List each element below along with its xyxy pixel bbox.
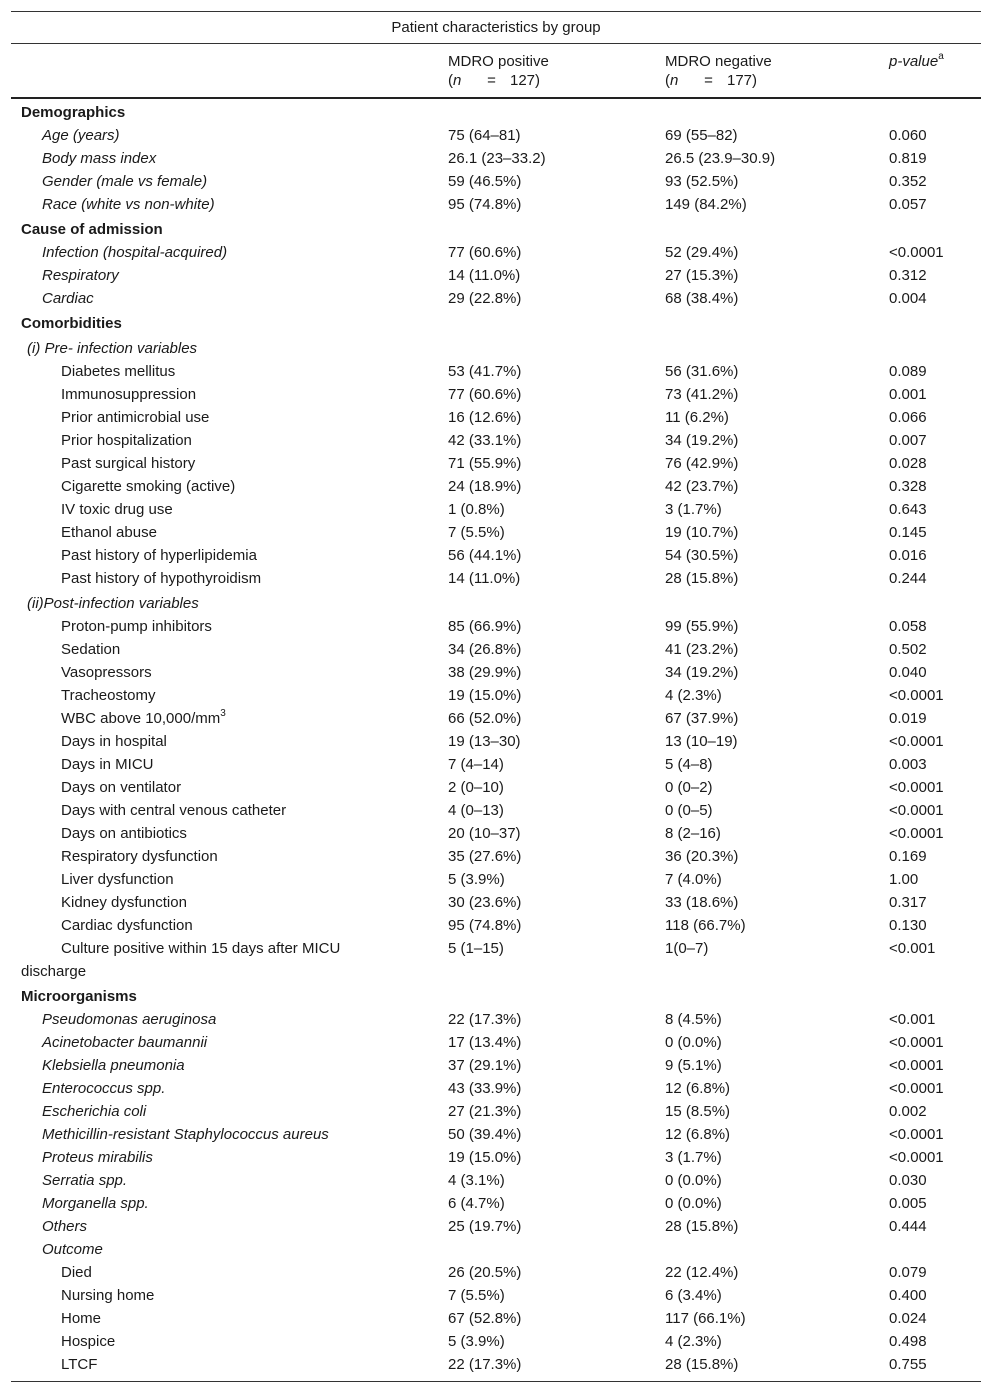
cell-v2: 34 (19.2%) xyxy=(665,664,739,681)
cell-v1: 43 (33.9%) xyxy=(448,1080,522,1097)
cell-v1: 26.1 (23–33.2) xyxy=(448,150,546,167)
row-label: Microorganisms xyxy=(21,988,137,1005)
table-row xyxy=(11,684,981,707)
table-row xyxy=(11,1031,981,1054)
cell-v3: 0.755 xyxy=(889,1356,927,1373)
row-label: Outcome xyxy=(42,1241,103,1258)
cell-v3: <0.0001 xyxy=(889,687,944,704)
cell-v3: 0.352 xyxy=(889,173,927,190)
cell-v1: 6 (4.7%) xyxy=(448,1195,505,1212)
cell-v2: 9 (5.1%) xyxy=(665,1057,722,1074)
row-label: LTCF xyxy=(61,1356,98,1373)
table-row xyxy=(11,776,981,799)
row-label: Comorbidities xyxy=(21,315,122,332)
cell-v3: <0.0001 xyxy=(889,802,944,819)
table-row xyxy=(11,475,981,498)
row-label: Home xyxy=(61,1310,102,1327)
cell-v1: 2 (0–10) xyxy=(448,779,504,796)
section-row xyxy=(11,218,981,241)
row-label: Cardiac xyxy=(42,290,94,307)
table-row xyxy=(11,1215,981,1238)
cell-v1: 7 (4–14) xyxy=(448,756,504,773)
table-row xyxy=(11,360,981,383)
table-row xyxy=(11,337,981,360)
cell-v3: 0.066 xyxy=(889,409,927,426)
cell-v3: <0.001 xyxy=(889,1011,936,1028)
cell-v1: 42 (33.1%) xyxy=(448,432,522,449)
cell-v2: 22 (12.4%) xyxy=(665,1264,739,1281)
cell-v2: 76 (42.9%) xyxy=(665,455,739,472)
cell-v1: 56 (44.1%) xyxy=(448,547,522,564)
cell-v3: 0.024 xyxy=(889,1310,927,1327)
table-header xyxy=(11,44,981,99)
cell-v1: 4 (0–13) xyxy=(448,802,504,819)
cell-v2: 93 (52.5%) xyxy=(665,173,739,190)
row-label: Serratia spp. xyxy=(42,1172,128,1189)
cell-v3: 0.016 xyxy=(889,547,927,564)
cell-v1: 17 (13.4%) xyxy=(448,1034,522,1051)
cell-v2: 19 (10.7%) xyxy=(665,524,739,541)
row-label: Prior hospitalization xyxy=(61,432,192,449)
row-label: Past history of hypothyroidism xyxy=(61,570,262,587)
cell-v3: 0.244 xyxy=(889,570,927,587)
row-label: Gender (male vs female) xyxy=(42,173,208,190)
cell-v3: 0.002 xyxy=(889,1103,927,1120)
cell-v2: 8 (2–16) xyxy=(665,825,721,842)
cell-v2: 0 (0.0%) xyxy=(665,1172,722,1189)
cell-v2: 26.5 (23.9–30.9) xyxy=(665,150,776,167)
row-label: Kidney dysfunction xyxy=(61,894,187,911)
row-label: Vasopressors xyxy=(61,664,152,681)
cell-v3: 0.060 xyxy=(889,127,927,144)
cell-v2: 28 (15.8%) xyxy=(665,1356,739,1373)
cell-v3: 0.001 xyxy=(889,386,927,403)
cell-v1: 66 (52.0%) xyxy=(448,710,522,727)
cell-v2: 56 (31.6%) xyxy=(665,363,739,380)
table-row xyxy=(11,264,981,287)
cell-v2: 13 (10–19) xyxy=(665,733,738,750)
cell-v2: 3 (1.7%) xyxy=(665,1149,722,1166)
cell-v3: 0.819 xyxy=(889,150,927,167)
cell-v2: 27 (15.3%) xyxy=(665,267,739,284)
cell-v2: 1(0–7) xyxy=(665,940,709,957)
cell-v3: 0.057 xyxy=(889,196,927,213)
cell-v2: 33 (18.6%) xyxy=(665,894,739,911)
table-row xyxy=(11,1353,981,1376)
cell-v2: 0 (0.0%) xyxy=(665,1195,722,1212)
cell-v1: 19 (15.0%) xyxy=(448,1149,522,1166)
row-label: Age (years) xyxy=(42,127,120,144)
row-label: Days in MICU xyxy=(61,756,154,773)
cell-v3: 0.028 xyxy=(889,455,927,472)
row-label: Proteus mirabilis xyxy=(42,1149,153,1166)
cell-v3: 0.130 xyxy=(889,917,927,934)
row-label: WBC above $10,000/mm^3$ xyxy=(61,708,226,727)
table-row xyxy=(11,638,981,661)
cell-v2: 54 (30.5%) xyxy=(665,547,739,564)
cell-v3: 0.444 xyxy=(889,1218,927,1235)
cell-v2: 5 (4–8) xyxy=(665,756,713,773)
table-row xyxy=(11,406,981,429)
cell-v2: 15 (8.5%) xyxy=(665,1103,731,1120)
cell-v1: 67 (52.8%) xyxy=(448,1310,522,1327)
cell-v3: <0.0001 xyxy=(889,1080,944,1097)
cell-v1: 14 (11.0%) xyxy=(448,267,521,284)
cell-v3: <0.0001 xyxy=(889,1034,944,1051)
cell-v3: 0.328 xyxy=(889,478,927,495)
cell-v3: 0.007 xyxy=(889,432,927,449)
row-label: (ii)Post-infection variables xyxy=(27,595,199,612)
cell-v1: 5 (1–15) xyxy=(448,940,504,957)
table-title: Patient characteristics by group xyxy=(11,11,981,44)
table-row xyxy=(11,937,981,960)
cell-v3: 0.169 xyxy=(889,848,927,865)
characteristics-table xyxy=(11,11,981,1373)
cell-v2: 28 (15.8%) xyxy=(665,570,739,587)
table-row xyxy=(11,592,981,615)
row-label: Enterococcus spp. xyxy=(42,1080,166,1097)
table-row xyxy=(11,1100,981,1123)
row-label: Immunosuppression xyxy=(61,386,197,403)
cell-v2: 0 (0.0%) xyxy=(665,1034,722,1051)
cell-v1: 75 (64–81) xyxy=(448,127,521,144)
row-label: Klebsiella pneumonia xyxy=(42,1057,185,1074)
cell-v1: 24 (18.9%) xyxy=(448,478,522,495)
cell-v1: 26 (20.5%) xyxy=(448,1264,522,1281)
cell-v3: <0.0001 xyxy=(889,779,944,796)
cell-v3: 0.400 xyxy=(889,1287,927,1304)
cell-v3: <0.001 xyxy=(889,940,936,957)
cell-v3: 0.643 xyxy=(889,501,927,518)
cell-v1: 1 (0.8%) xyxy=(448,501,505,518)
row-label: Hospice xyxy=(61,1333,116,1350)
cell-v1: 85 (66.9%) xyxy=(448,618,522,635)
row-label: Cause of admission xyxy=(21,221,163,238)
cell-v2: 11 (6.2%) xyxy=(665,409,729,426)
table-row xyxy=(11,1123,981,1146)
row-label: Methicillin-resistant Staphylococcus aureus xyxy=(42,1126,329,1143)
row-label: Escherichia coli xyxy=(42,1103,147,1120)
cell-v2: 118 (66.7%) xyxy=(665,917,746,934)
cell-v3: 1.00 xyxy=(889,871,919,888)
cell-v3: 0.502 xyxy=(889,641,927,658)
cell-v1: 37 (29.1%) xyxy=(448,1057,522,1074)
table-row xyxy=(11,521,981,544)
cell-v2: 7 (4.0%) xyxy=(665,871,722,888)
cell-v3: 0.040 xyxy=(889,664,927,681)
table-row xyxy=(11,1054,981,1077)
row-label: Nursing home xyxy=(61,1287,155,1304)
cell-v1: 95 (74.8%) xyxy=(448,917,522,934)
row-label: Past history of hyperlipidemia xyxy=(61,547,257,564)
cell-v3: 0.030 xyxy=(889,1172,927,1189)
row-label: Respiratory xyxy=(42,267,119,284)
cell-v1: 20 (10–37) xyxy=(448,825,521,842)
cell-v3: <0.0001 xyxy=(889,825,944,842)
cell-v1: 53 (41.7%) xyxy=(448,363,522,380)
table-row xyxy=(11,891,981,914)
cell-v2: 149 (84.2%) xyxy=(665,196,747,213)
cell-v3: 0.003 xyxy=(889,756,927,773)
table-row xyxy=(11,1146,981,1169)
cell-v1: 7 (5.5%) xyxy=(448,1287,505,1304)
table-row xyxy=(11,567,981,590)
section-row xyxy=(11,101,981,124)
cell-v2: 4 (2.3%) xyxy=(665,687,722,704)
cell-v1: 5 (3.9%) xyxy=(448,1333,505,1350)
cell-v2: 28 (15.8%) xyxy=(665,1218,739,1235)
row-label: Infection (hospital-acquired) xyxy=(42,244,228,261)
section-row xyxy=(11,985,981,1008)
table-row xyxy=(11,544,981,567)
row-label: Diabetes mellitus xyxy=(61,363,176,380)
cell-v2: 12 (6.8%) xyxy=(665,1080,731,1097)
cell-v3: 0.312 xyxy=(889,267,927,284)
table-row xyxy=(11,1077,981,1100)
table-row xyxy=(11,429,981,452)
table-row xyxy=(11,147,981,170)
cell-v2: 41 (23.2%) xyxy=(665,641,739,658)
table-row xyxy=(11,1238,981,1261)
row-label: Culture positive within 15 days after MICU xyxy=(61,940,341,957)
table-row xyxy=(11,1307,981,1330)
cell-v1: 77 (60.6%) xyxy=(448,386,522,403)
cell-v2: 42 (23.7%) xyxy=(665,478,739,495)
table-row xyxy=(11,241,981,264)
section-row xyxy=(11,312,981,335)
cell-v1: 95 (74.8%) xyxy=(448,196,522,213)
table-row xyxy=(11,1330,981,1353)
cell-v1: 50 (39.4%) xyxy=(448,1126,522,1143)
cell-v2: 117 (66.1%) xyxy=(665,1310,746,1327)
table-row xyxy=(11,845,981,868)
row-label: Body mass index xyxy=(42,150,157,167)
cell-v2: 6 (3.4%) xyxy=(665,1287,722,1304)
cell-v1: 7 (5.5%) xyxy=(448,524,505,541)
cell-v1: 30 (23.6%) xyxy=(448,894,522,911)
table-row xyxy=(11,1261,981,1284)
cell-v3: 0.317 xyxy=(889,894,927,911)
row-label: Past surgical history xyxy=(61,455,196,472)
table-row xyxy=(11,1192,981,1215)
table-row xyxy=(11,753,981,776)
table-row xyxy=(11,868,981,891)
table-row xyxy=(11,193,981,216)
cell-v1: 22 (17.3%) xyxy=(448,1011,522,1028)
cell-v2: 0 (0–5) xyxy=(665,802,713,819)
table-row xyxy=(11,707,981,730)
table-row xyxy=(11,799,981,822)
table-row xyxy=(11,1284,981,1307)
cell-v2: 8 (4.5%) xyxy=(665,1011,722,1028)
cell-v3: <0.0001 xyxy=(889,733,944,750)
row-label: Cardiac dysfunction xyxy=(61,917,193,934)
row-label: Others xyxy=(42,1218,88,1235)
cell-v1: 29 (22.8%) xyxy=(448,290,522,307)
cell-v3: 0.019 xyxy=(889,710,927,727)
cell-v2: 4 (2.3%) xyxy=(665,1333,722,1350)
cell-v1: 25 (19.7%) xyxy=(448,1218,522,1235)
row-label: Days in hospital xyxy=(61,733,167,750)
cell-v2: 12 (6.8%) xyxy=(665,1126,731,1143)
row-label: Tracheostomy xyxy=(61,687,156,704)
row-label: Died xyxy=(61,1264,92,1281)
cell-v1: 35 (27.6%) xyxy=(448,848,522,865)
cell-v3: 0.058 xyxy=(889,618,927,635)
cell-v1: 19 (15.0%) xyxy=(448,687,522,704)
cell-v1: 16 (12.6%) xyxy=(448,409,522,426)
cell-v3: 0.004 xyxy=(889,290,927,307)
table-row xyxy=(11,1008,981,1031)
row-label: Days with central venous catheter xyxy=(61,802,287,819)
table-row xyxy=(11,1169,981,1192)
table-row xyxy=(11,452,981,475)
table-row xyxy=(11,615,981,638)
cell-v2: 73 (41.2%) xyxy=(665,386,739,403)
table-row xyxy=(11,383,981,406)
row-label: Sedation xyxy=(61,641,121,658)
cell-v3: <0.0001 xyxy=(889,1126,944,1143)
row-label-continuation: discharge xyxy=(21,963,87,980)
cell-v1: 27 (21.3%) xyxy=(448,1103,522,1120)
cell-v1: 71 (55.9%) xyxy=(448,455,522,472)
row-label: (i) Pre- infection variables xyxy=(27,340,198,357)
row-label: Demographics xyxy=(21,104,126,121)
table-row xyxy=(11,661,981,684)
cell-v2: 36 (20.3%) xyxy=(665,848,739,865)
cell-v3: <0.0001 xyxy=(889,244,944,261)
cell-v3: <0.0001 xyxy=(889,1149,944,1166)
row-label: Cigarette smoking (active) xyxy=(61,478,236,495)
table-row xyxy=(11,170,981,193)
cell-v3: 0.005 xyxy=(889,1195,927,1212)
cell-v2: 69 (55–82) xyxy=(665,127,738,144)
cell-v2: 99 (55.9%) xyxy=(665,618,739,635)
table-row xyxy=(11,822,981,845)
cell-v1: 38 (29.9%) xyxy=(448,664,522,681)
cell-v3: 0.079 xyxy=(889,1264,927,1281)
table-row xyxy=(11,287,981,310)
cell-v1: 19 (13–30) xyxy=(448,733,521,750)
row-label: Acinetobacter baumannii xyxy=(42,1034,208,1051)
cell-v3: 0.089 xyxy=(889,363,927,380)
table-row xyxy=(11,498,981,521)
row-label: IV toxic drug use xyxy=(61,501,173,518)
cell-v2: 68 (38.4%) xyxy=(665,290,739,307)
table-row xyxy=(11,124,981,147)
row-label: Respiratory dysfunction xyxy=(61,848,218,865)
row-label: Race (white vs non-white) xyxy=(42,196,215,213)
cell-v2: 3 (1.7%) xyxy=(665,501,722,518)
header-mdro-positive: MDRO positive ( n = 127) xyxy=(448,53,549,89)
row-label: Days on antibiotics xyxy=(61,825,187,842)
cell-v2: 52 (29.4%) xyxy=(665,244,739,261)
cell-v3: <0.0001 xyxy=(889,1057,944,1074)
cell-v3: 0.145 xyxy=(889,524,927,541)
header-p-value: p-value$^a$ xyxy=(889,51,944,70)
cell-v1: 34 (26.8%) xyxy=(448,641,522,658)
row-label-superscript: 3 xyxy=(220,708,226,719)
row-label: Days on ventilator xyxy=(61,779,182,796)
table-row xyxy=(11,730,981,753)
row-label: Liver dysfunction xyxy=(61,871,174,888)
cell-v2: 67 (37.9%) xyxy=(665,710,739,727)
row-label: Proton-pump inhibitors xyxy=(61,618,212,635)
cell-v3: 0.498 xyxy=(889,1333,927,1350)
header-mdro-negative: MDRO negative ( n = 177) xyxy=(665,53,772,89)
cell-v1: 4 (3.1%) xyxy=(448,1172,505,1189)
cell-v2: 34 (19.2%) xyxy=(665,432,739,449)
row-label: Morganella spp. xyxy=(42,1195,149,1212)
row-label: Pseudomonas aeruginosa xyxy=(42,1011,217,1028)
table-bottom-rule xyxy=(11,1381,981,1382)
cell-v1: 22 (17.3%) xyxy=(448,1356,522,1373)
cell-v2: 0 (0–2) xyxy=(665,779,713,796)
row-label: Ethanol abuse xyxy=(61,524,157,541)
table-row xyxy=(11,914,981,937)
cell-v1: 59 (46.5%) xyxy=(448,173,522,190)
cell-v1: 77 (60.6%) xyxy=(448,244,522,261)
cell-v1: 14 (11.0%) xyxy=(448,570,521,587)
row-label: Prior antimicrobial use xyxy=(61,409,210,426)
cell-v1: 5 (3.9%) xyxy=(448,871,505,888)
